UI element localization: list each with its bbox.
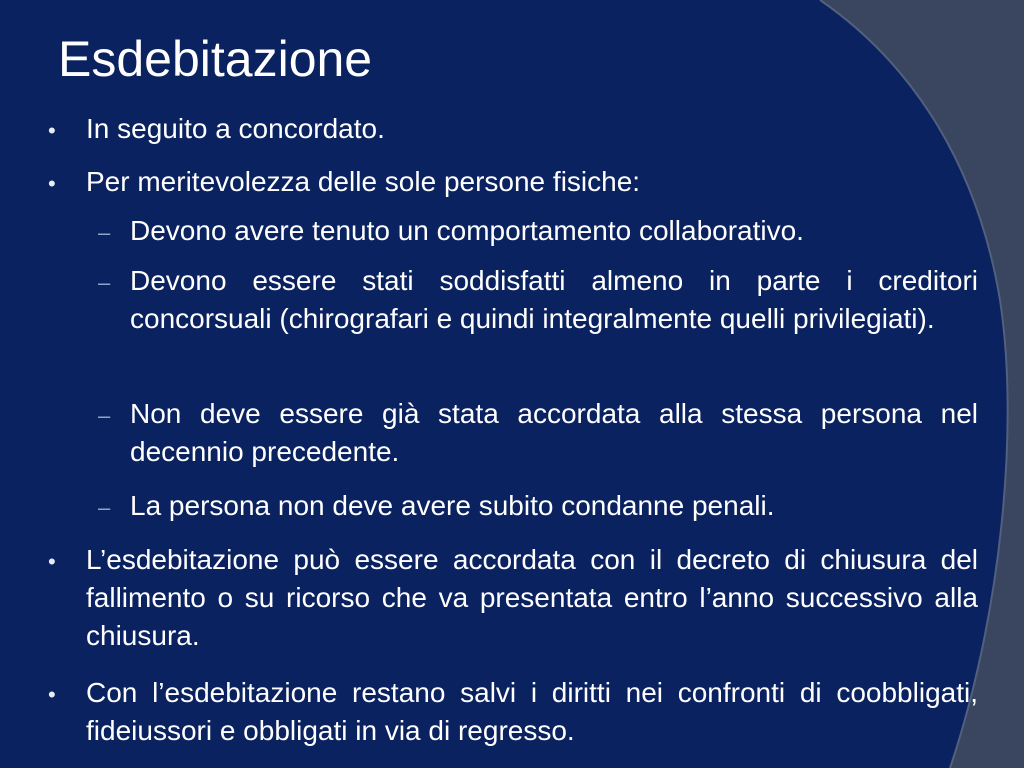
bullet-marker: •: [48, 682, 56, 707]
list-item: La persona non deve avere subito condanne penali.: [130, 490, 775, 521]
dash-marker: –: [98, 403, 111, 428]
bullet-marker: •: [48, 549, 56, 574]
list-item: L’esdebitazione può essere accordata con il decreto di chiusura del fallimento o su ricorso che va presentata entro l’anno successivo alla chiusura.: [86, 544, 978, 651]
bullet-marker: •: [48, 171, 56, 196]
dash-marker: –: [98, 495, 111, 520]
list-item: Devono essere stati soddisfatti almeno in parte i creditori concorsuali (chirografari e quindi integralmente quelli privilegiati).: [130, 265, 978, 334]
list-item: Per meritevolezza delle sole persone fisiche:: [86, 166, 641, 197]
list-item: Non deve essere già stata accordata alla stessa persona nel decennio precedente.: [130, 398, 978, 467]
dash-marker: –: [98, 220, 111, 245]
dash-marker: –: [98, 270, 111, 295]
slide-title: Esdebitazione: [58, 31, 373, 87]
list-item: Con l’esdebitazione restano salvi i diritti nei confronti di coobbligati, fideiussori e obbligati in via di regresso.: [86, 677, 978, 746]
bullet-marker: •: [48, 118, 56, 143]
list-item: In seguito a concordato.: [86, 113, 385, 144]
list-item: Devono avere tenuto un comportamento collaborativo.: [130, 215, 804, 246]
